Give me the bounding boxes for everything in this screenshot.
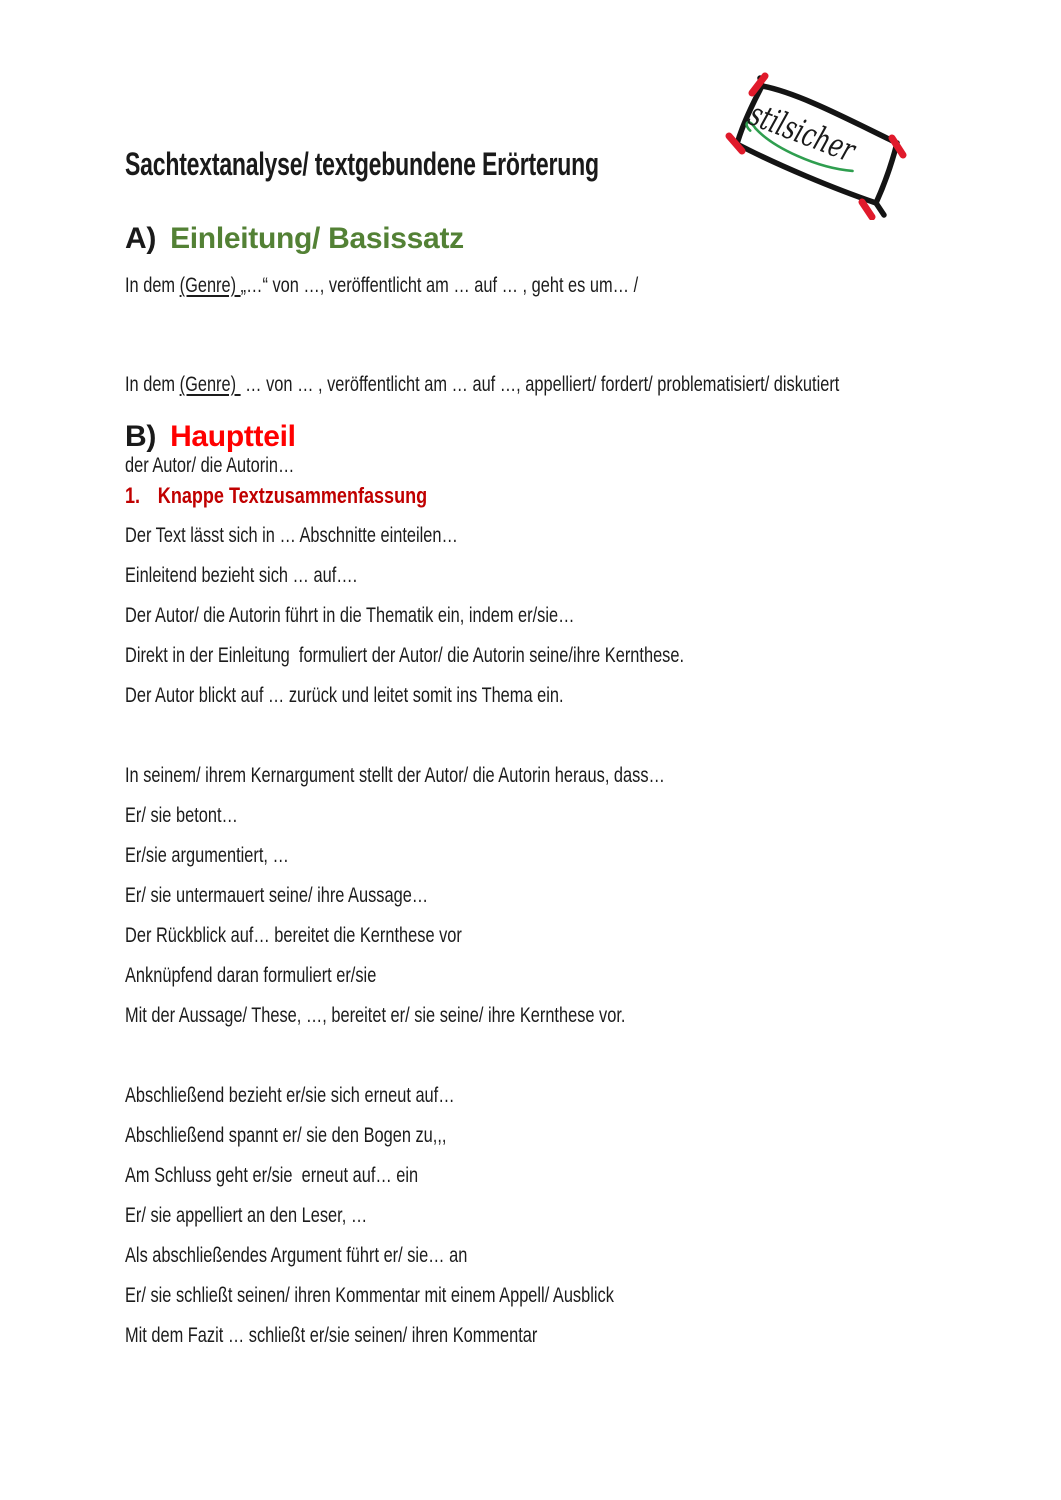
subheading-number: 1. <box>125 483 141 508</box>
phrase-line: Einleitend bezieht sich … auf…. <box>125 564 358 587</box>
phrase-line: Mit der Aussage/ These, …, bereitet er/ sie seine/ ihre Kernthese vor. <box>125 1004 626 1027</box>
phrase-line: Er/ sie betont… <box>125 804 238 827</box>
phrase-line: Er/ sie schließt seinen/ ihren Kommentar mit einem Appell/ Ausblick <box>125 1284 614 1307</box>
phrase-line: Abschließend spannt er/ sie den Bogen zu,,, <box>125 1124 447 1147</box>
phrase-list <box>125 516 1045 1356</box>
p1-pre: In dem <box>125 274 180 297</box>
p2-genre-underlined: (Genre) <box>179 373 241 396</box>
p1-post: „…“ von …, veröffentlicht am … auf … , geht es um… / <box>240 274 639 297</box>
phrase-line: Er/ sie appelliert an den Leser, … <box>125 1204 368 1227</box>
logo-text: stilsicher <box>743 93 902 186</box>
blank-line <box>125 1036 1045 1076</box>
phrase-line: Anknüpfend daran formuliert er/sie <box>125 964 377 987</box>
section-a-title: Einleitung/ Basissatz <box>170 222 464 255</box>
section-b-label: B) <box>125 420 157 453</box>
phrase-line: Der Rückblick auf… bereitet die Kernthese vor <box>125 924 462 947</box>
phrase-line: Der Autor/ die Autorin führt in die Thematik ein, indem er/sie… <box>125 604 575 627</box>
phrase-line: In seinem/ ihrem Kernargument stellt der Autor/ die Autorin heraus, dass… <box>125 764 665 787</box>
subheading-title: Knappe Textzusammenfassung <box>157 483 428 508</box>
logo-frame-tail <box>876 203 884 215</box>
phrase-line: Abschließend bezieht er/sie sich erneut auf… <box>125 1084 455 1107</box>
phrase-line: Er/ sie untermauert seine/ ihre Aussage… <box>125 884 429 907</box>
document-title: Sachtextanalyse/ textgebundene Erörterung <box>125 146 599 183</box>
p2-pre: In dem <box>125 373 180 396</box>
phrase-line: Als abschließendes Argument führt er/ sie… an <box>125 1244 468 1267</box>
phrase-line: Mit dem Fazit … schließt er/sie seinen/ ihren Kommentar <box>125 1324 538 1347</box>
p2-post: … von … , veröffentlicht am … auf …, appelliert/ fordert/ problematisiert/ diskutiert <box>240 373 840 396</box>
phrase-line: Der Text lässt sich in … Abschnitte einteilen… <box>125 524 458 547</box>
phrase-line: Der Autor blickt auf … zurück und leitet somit ins Thema ein. <box>125 684 564 707</box>
p1-genre-underlined: (Genre) <box>179 274 241 297</box>
phrase-line: Am Schluss geht er/sie erneut auf… ein <box>125 1164 419 1187</box>
intro-sentence-1 <box>125 272 983 299</box>
p2-line-2: der Autor/ die Autorin… <box>125 454 295 477</box>
subheading-textzusammenfassung <box>125 483 427 509</box>
section-b-title: Hauptteil <box>170 420 296 453</box>
phrase-line: Er/sie argumentiert, … <box>125 844 289 867</box>
section-a-label: A) <box>125 222 157 255</box>
p2-line-1 <box>125 371 983 398</box>
phrase-line: Direkt in der Einleitung formuliert der Autor/ die Autorin seine/ihre Kernthese. <box>125 644 685 667</box>
logo-corner-mark-bottom <box>862 202 872 217</box>
stilsicher-logo <box>715 65 915 220</box>
blank-line <box>125 716 1045 756</box>
section-b-heading <box>125 420 296 454</box>
section-a-heading <box>125 222 464 256</box>
